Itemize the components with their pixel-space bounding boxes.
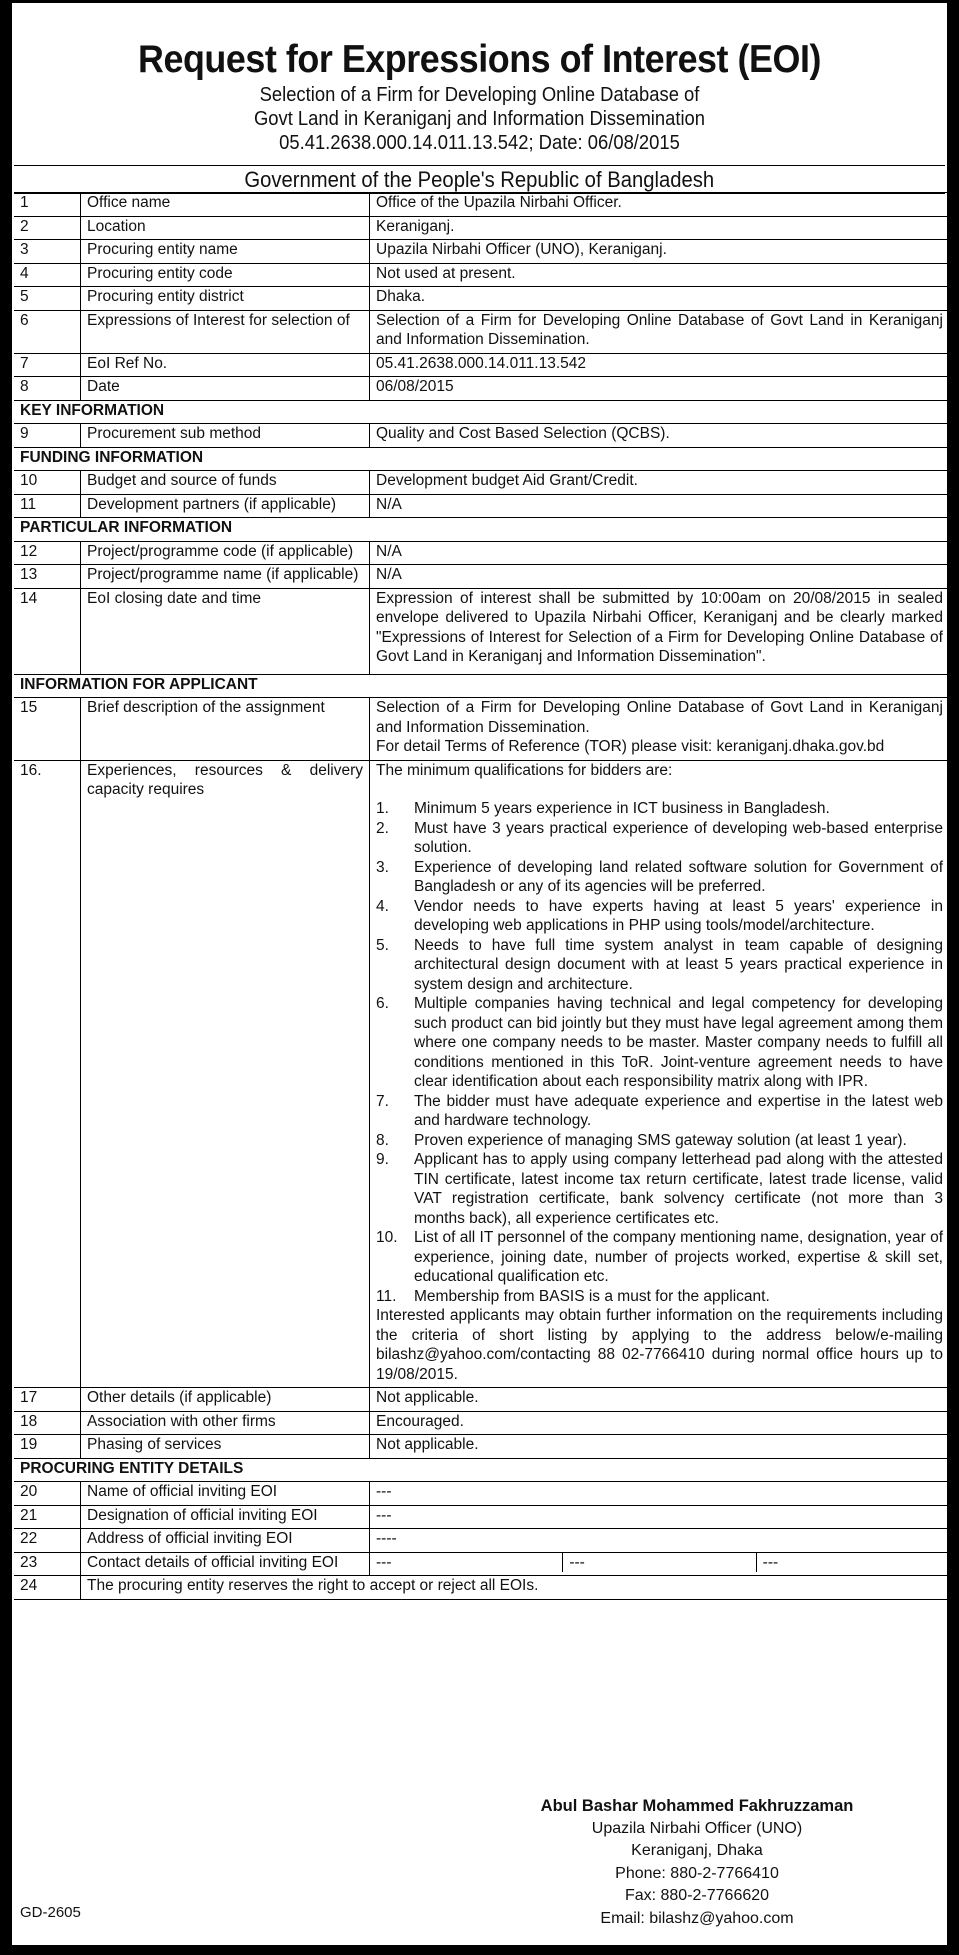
row-label: Budget and source of funds (81, 471, 370, 495)
row-value: Not applicable. (370, 1435, 950, 1459)
table-row (14, 377, 949, 401)
row-number: 23 (14, 1552, 81, 1576)
row-number: 7 (14, 353, 81, 377)
row-label: Procuring entity district (81, 287, 370, 311)
gd-code: GD-2605 (20, 1904, 81, 1921)
table-row (14, 263, 949, 287)
row-value (370, 698, 950, 761)
section-heading-information-for-applicant: INFORMATION FOR APPLICANT (14, 674, 949, 698)
contact-cell: --- (762, 1553, 779, 1571)
row-label: Procurement sub method (81, 424, 370, 448)
list-item: 10. List of all IT personnel of the company mentioning name, designation, year of experience, joining date, number of projects worked, expertise & skill set, educational qualification etc. (376, 1229, 943, 1285)
row-number: 1 (14, 193, 81, 217)
qualifications-list (376, 799, 943, 1306)
row-number: 22 (14, 1529, 81, 1553)
section-row (14, 447, 949, 471)
row-label: Address of official inviting EOI (81, 1529, 370, 1553)
row-value: The procuring entity reserves the right to accept or reject all EOIs. (81, 1576, 950, 1600)
header (12, 37, 947, 155)
row-label: EoI Ref No. (81, 353, 370, 377)
row-value: Dhaka. (370, 287, 950, 311)
section-row (14, 518, 949, 542)
qualifications-intro: The minimum qualifications for bidders are: (376, 761, 673, 779)
row-number: 6 (14, 310, 81, 353)
table-row (14, 193, 949, 217)
row-label: Designation of official inviting EOI (81, 1505, 370, 1529)
row-value: Office of the Upazila Nirbahi Officer. (370, 193, 950, 217)
table-row (14, 1388, 949, 1412)
row-number: 16. (14, 760, 81, 1388)
subtitle-line-2: Govt Land in Keraniganj and Information Dissemination (253, 108, 706, 130)
section-heading-procuring-entity-details: PROCURING ENTITY DETAILS (14, 1458, 949, 1482)
list-item: 1. Minimum 5 years experience in ICT business in Bangladesh. (376, 800, 830, 817)
table-row (14, 1411, 949, 1435)
row-value: --- (370, 1482, 950, 1506)
row-value: N/A (370, 541, 950, 565)
table-row (14, 1552, 949, 1576)
table-row (14, 287, 949, 311)
list-item: 3. Experience of developing land related software solution for Government of Bangladesh or any of its agencies will be preferred. (376, 858, 943, 895)
table-row (14, 1505, 949, 1529)
table-row (14, 471, 949, 495)
signatory-place: Keraniganj, Dhaka (631, 1842, 763, 1859)
row-number: 20 (14, 1482, 81, 1506)
section-row (14, 674, 949, 698)
table-row (14, 353, 949, 377)
row-number: 19 (14, 1435, 81, 1459)
row-label: Phasing of services (81, 1435, 370, 1459)
table-row (14, 588, 949, 674)
list-item: 5. Needs to have full time system analyst in team capable of designing architectural design document with at least 5 years practical experience in system design and architecture. (376, 936, 943, 993)
row-number: 8 (14, 377, 81, 401)
row-value: Upazila Nirbahi Officer (UNO), Keraniganj. (370, 240, 950, 264)
table-row (14, 565, 949, 589)
row-number: 24 (14, 1576, 81, 1600)
list-item: 2. Must have 3 years practical experience of developing web-based enterprise solution. (376, 819, 943, 856)
row-label: Project/programme name (if applicable) (81, 565, 370, 589)
row-value: Not used at present. (370, 263, 950, 287)
row-label: Location (81, 216, 370, 240)
row-value: 05.41.2638.000.14.011.13.542 (370, 353, 950, 377)
table-row (14, 698, 949, 761)
contact-cell: --- (563, 1553, 756, 1573)
row-number: 2 (14, 216, 81, 240)
signatory-email: Email: bilashz@yahoo.com (600, 1909, 794, 1927)
row-label: Contact details of official inviting EOI (81, 1552, 370, 1576)
row-number: 3 (14, 240, 81, 264)
row-label: Expressions of Interest for selection of (81, 310, 370, 353)
row-value: Development budget Aid Grant/Credit. (370, 471, 950, 495)
row-number: 13 (14, 565, 81, 589)
signatory-name: Abul Bashar Mohammed Fakhruzzaman (540, 1797, 854, 1815)
row-number: 17 (14, 1388, 81, 1412)
row-value (370, 760, 950, 1388)
table-row (14, 1482, 949, 1506)
row-value: N/A (370, 494, 950, 518)
list-item: 9. Applicant has to apply using company letterhead pad along with the attested TIN certificate, latest income tax return certificate, latest trade license, valid VAT registration certificate, bank solvency certificate (not more than 3 months back), all experience certificates etc. (376, 1151, 943, 1227)
row-label: Development partners (if applicable) (81, 494, 370, 518)
table-row (14, 1576, 949, 1600)
tor-link-text: For detail Terms of Reference (TOR) please visit: keraniganj.dhaka.gov.bd (376, 738, 885, 755)
section-heading-key-information: KEY INFORMATION (14, 400, 949, 424)
list-item: 7. The bidder must have adequate experience and expertise in the latest web and hardware technology. (376, 1092, 943, 1129)
section-heading-particular-information: PARTICULAR INFORMATION (14, 518, 949, 542)
section-row (14, 1458, 949, 1482)
government-banner (14, 165, 945, 194)
row-number: 9 (14, 424, 81, 448)
row-value: Not applicable. (370, 1388, 950, 1412)
row-label: Name of official inviting EOI (81, 1482, 370, 1506)
row-label: Association with other firms (81, 1411, 370, 1435)
signature-block (527, 1795, 867, 1930)
row-number: 4 (14, 263, 81, 287)
signatory-phone: Phone: 880-2-7766410 (615, 1864, 779, 1882)
row-number: 18 (14, 1411, 81, 1435)
table-row (14, 1435, 949, 1459)
row-number: 14 (14, 588, 81, 674)
row-label: EoI closing date and time (81, 588, 370, 674)
row-number: 11 (14, 494, 81, 518)
table-row (14, 1529, 949, 1553)
row-label: Date (81, 377, 370, 401)
row-value: Quality and Cost Based Selection (QCBS). (370, 424, 950, 448)
signatory-designation: Upazila Nirbahi Officer (UNO) (591, 1819, 803, 1837)
contact-cell: --- (370, 1553, 563, 1573)
row-number: 15 (14, 698, 81, 761)
list-item: 8. Proven experience of managing SMS gateway solution (at least 1 year). (376, 1131, 907, 1149)
assignment-description: Selection of a Firm for Developing Online Database of Govt Land in Keraniganj and Information Dissemination. (376, 699, 943, 736)
table-row (14, 240, 949, 264)
row-value: Expression of interest shall be submitted by 10:00am on 20/08/2015 in sealed envelope delivered to Upazila Nirbahi Officer, Keraniganj and be clearly marked "Expressions of Interest for Selection of a Firm for Developing Online Database of Govt Land in Keraniganj and Information Dissemination". (370, 588, 950, 674)
row-value: Selection of a Firm for Developing Online Database of Govt Land in Keraniganj and Information Dissemination. (370, 310, 950, 353)
row-number: 5 (14, 287, 81, 311)
row-number: 10 (14, 471, 81, 495)
row-number: 12 (14, 541, 81, 565)
row-value: 06/08/2015 (370, 377, 950, 401)
row-value: Keraniganj. (370, 216, 950, 240)
table-row (14, 760, 949, 1388)
contact-details-cells (370, 1553, 949, 1573)
reference-line: 05.41.2638.000.14.011.13.542; Date: 06/08/2015 (279, 132, 680, 154)
row-label: Brief description of the assignment (81, 698, 370, 761)
table-row (14, 541, 949, 565)
table-row (14, 424, 949, 448)
row-label: Project/programme code (if applicable) (81, 541, 370, 565)
list-item: 6. Multiple companies having technical and legal competency for developing such product can bid jointly but they must have legal agreement among them where one company needs to be master. Master company needs to fulfill all conditions mentioned in this ToR. Joint-venture agreement needs to have clear identification about each responsibility matrix along with IPR. (376, 995, 943, 1090)
list-item: 4. Vendor needs to have experts having at least 5 years' experience in developing web applications in PHP using tools/model/architecture. (376, 897, 943, 934)
section-row (14, 400, 949, 424)
section-heading-funding-information: FUNDING INFORMATION (14, 447, 949, 471)
row-label: Experiences, resources & delivery capacity requires (81, 760, 370, 1388)
row-value: N/A (370, 565, 950, 589)
qualifications-closing: Interested applicants may obtain further information on the requirements including the criteria of short listing by applying to the address below/e-mailing bilashz@yahoo.com/contacting 88 02-7766410 during normal office hours up to 19/08/2015. (376, 1307, 943, 1383)
row-label: Procuring entity code (81, 263, 370, 287)
row-number: 21 (14, 1505, 81, 1529)
row-value: --- (370, 1505, 950, 1529)
list-item: 11. Membership from BASIS is a must for the applicant. (376, 1287, 770, 1305)
eoi-table (14, 192, 949, 1600)
table-row (14, 216, 949, 240)
subtitle-line-1: Selection of a Firm for Developing Online Database of (259, 84, 700, 106)
row-label: Other details (if applicable) (81, 1388, 370, 1412)
table-row (14, 310, 949, 353)
government-text: Government of the People's Republic of Bangladesh (244, 167, 715, 192)
row-label: Office name (81, 193, 370, 217)
page-title: Request for Expressions of Interest (EOI) (138, 38, 821, 81)
signatory-fax: Fax: 880-2-7766620 (624, 1887, 770, 1904)
row-value: ---- (370, 1529, 950, 1553)
row-label: Procuring entity name (81, 240, 370, 264)
row-value: Encouraged. (370, 1411, 950, 1435)
table-row (14, 494, 949, 518)
document (10, 3, 949, 1945)
row-value (370, 1552, 950, 1576)
